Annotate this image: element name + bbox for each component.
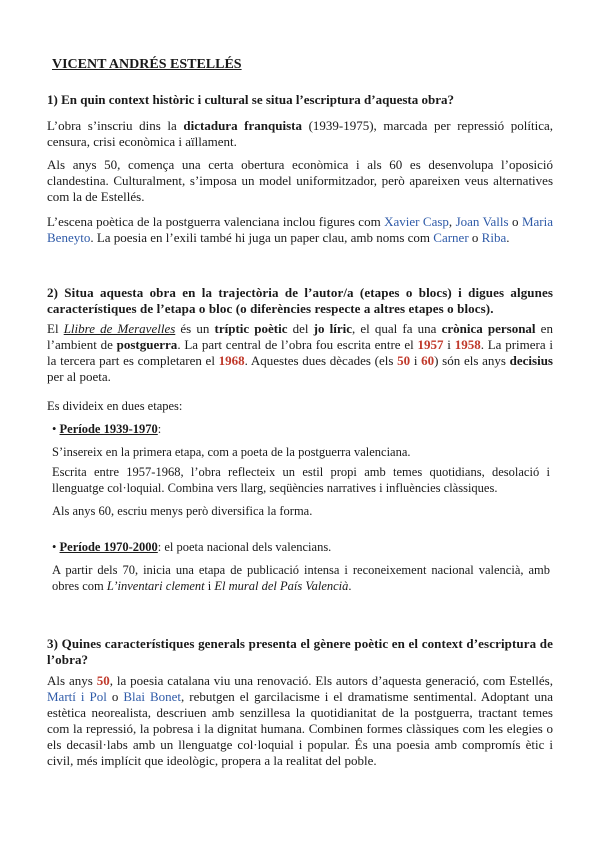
decade-60: 60: [421, 353, 435, 368]
work-title-llibre-de-meravelles: Llibre de Meravelles: [63, 321, 176, 336]
q1-paragraph-2: Als anys 50, comença una certa obertura econòmica i als 60 es desenvolupa l’oposició clandestina. Culturalment, s’imposa un model uniformitzador, però apareixen veus alternatives com la de Estellés.: [47, 157, 553, 204]
work-title-inventari-clement: L’inventari clement: [106, 579, 205, 593]
period-1-label: Període 1939-1970: [59, 422, 158, 436]
term-dictadura-franquista: dictadura franquista: [183, 118, 302, 133]
period-2-line-1: A partir dels 70, inicia una etapa de publicació intensa i reconeixement nacional valencià, amb obres com L’inventari clement i El mural del País Valencià.: [52, 563, 550, 593]
year-1957: 1957: [417, 337, 444, 352]
work-title-mural-pais-valencia: El mural del País Valencià: [214, 579, 349, 593]
period-2-label: Període 1970-2000: [59, 540, 158, 554]
q1-paragraph-3: L’escena poètica de la postguerra valenciana inclou figures com Xavier Casp, Joan Valls o Maria Beneyto. La poesia en l’exili també hi juga un paper clau, amb noms com Carner o Riba.: [47, 214, 553, 245]
period-1-line-3: Als anys 60, escriu menys però diversifica la forma.: [52, 504, 313, 518]
question-1: 1) En quin context històric i cultural se situa l’escriptura d’aquesta obra?: [47, 92, 454, 107]
period-2-heading: • Període 1970-2000: el poeta nacional dels valencians.: [52, 540, 332, 554]
bullet: •: [52, 422, 57, 436]
year-1958: 1958: [454, 337, 481, 352]
name-xavier-casp: Xavier Casp: [384, 214, 449, 229]
decade-50: 50: [397, 353, 411, 368]
question-2: 2) Situa aquesta obra en la trajectòria de l’autor/a (etapes o blocs) i digues algunes característiques de l’etapa o bloc (o diferències respecte a altres etapes o blocs).: [47, 285, 553, 316]
period-1-line-2: Escrita entre 1957-1968, l’obra reflecteix un estil propi amb temes quotidians, desolació i llenguatge col·loquial. Combina vers llarg, seqüències narratives i influències clàssiques.: [52, 465, 550, 495]
name-riba: Riba: [481, 230, 507, 245]
period-1-line-1: S’insereix en la primera etapa, com a poeta de la postguerra valenciana.: [52, 445, 411, 459]
name-joan-valls: Joan Valls: [455, 214, 509, 229]
q3-paragraph: Als anys 50, la poesia catalana viu una renovació. Els autors d’aquesta generació, com Estellés, Martí i Pol o Blai Bonet, rebutgen el garcilacisme i el dramatisme sentimental. Adoptant una estètica neorealista, descriuen amb senzillesa la quotidianitat de la postguerra, tractant temes com la repressió, la pobresa i la dignitat humana. Combinen formes clàssiques com les elegies o els decasil·labs amb un llenguatge col·loquial i popular. És una poesia amb compromís ètic i civil, més implícit que ideològic, propera a la realitat del poble.: [47, 673, 554, 768]
document-title: VICENT ANDRÉS ESTELLÉS: [52, 57, 242, 72]
name-carner: Carner: [433, 230, 469, 245]
year-1968: 1968: [218, 353, 245, 368]
decade-50: 50: [96, 673, 110, 688]
q2-intro: Es divideix en dues etapes:: [47, 399, 183, 413]
q1-paragraph-1: L’obra s’inscriu dins la dictadura franquista (1939-1975), marcada per repressió política, censura, crisi econòmica i aïllament.: [47, 118, 553, 149]
name-marti-i-pol: Martí i Pol: [47, 689, 107, 704]
q2-paragraph-1: El Llibre de Meravelles és un tríptic poètic del jo líric, el qual fa una crònica personal en l’ambient de postguerra. La part central de l’obra fou escrita entre el 1957 i 1958. La primera i la tercera part es completaren el 1968. Aquestes dues dècades (els 50 i 60) són els anys decisius per al poeta.: [47, 321, 554, 384]
name-blai-bonet: Blai Bonet: [123, 689, 182, 704]
period-1-heading: • Període 1939-1970:: [52, 422, 162, 436]
name-maria-beneyto: Maria Beneyto: [47, 214, 553, 245]
bullet: •: [52, 540, 57, 554]
question-3: 3) Quines característiques generals presenta el gènere poètic en el context d’escriptura de l’obra?: [47, 636, 553, 667]
